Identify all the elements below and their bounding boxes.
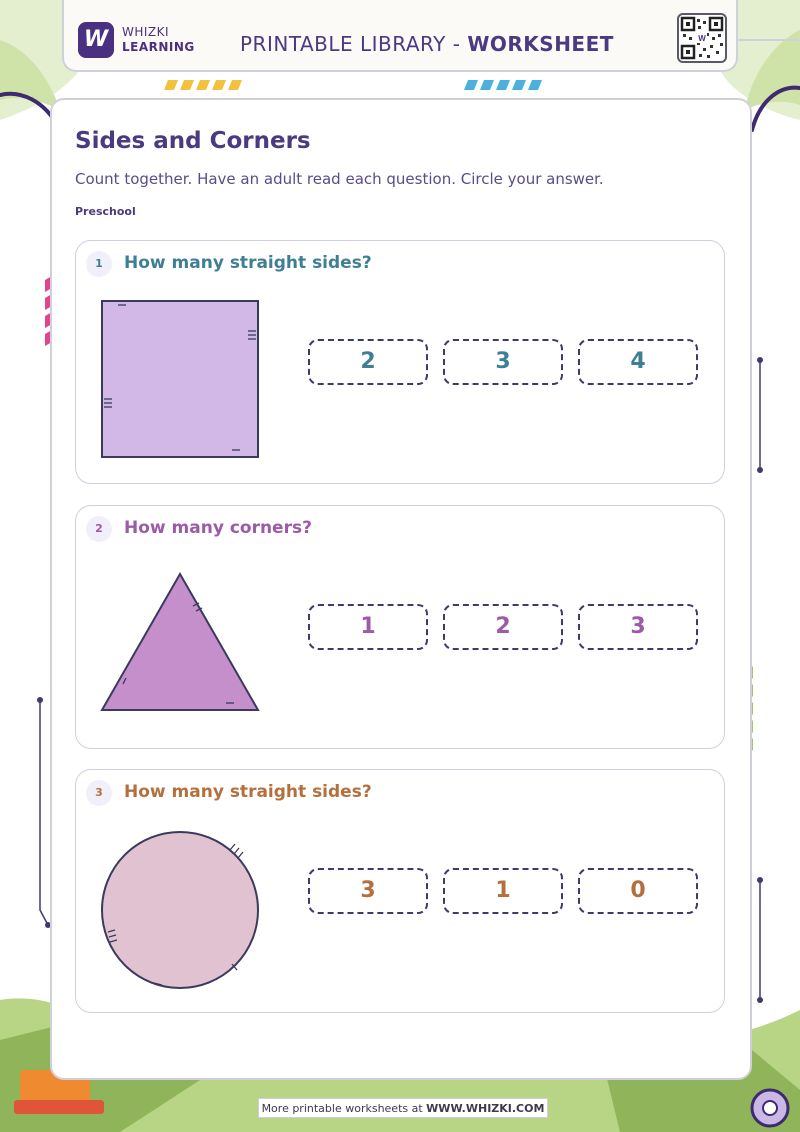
answer-option[interactable]: 3 xyxy=(308,868,428,914)
answer-option[interactable]: 0 xyxy=(578,868,698,914)
answer-option[interactable]: 1 xyxy=(443,868,563,914)
question-number: 1 xyxy=(86,251,112,277)
site-header xyxy=(62,0,738,72)
answer-option[interactable]: 2 xyxy=(308,339,428,385)
answer-option[interactable]: 3 xyxy=(443,339,563,385)
grade-level: Preschool xyxy=(75,205,136,218)
worksheet-instructions: Count together. Have an adult read each question. Circle your answer. xyxy=(75,170,604,188)
question-text: How many straight sides? xyxy=(124,253,372,273)
footer-text: More printable worksheets at xyxy=(261,1102,427,1115)
answer-option[interactable]: 3 xyxy=(578,604,698,650)
question-card-3 xyxy=(75,769,725,1013)
brand-line-2: LEARNING xyxy=(122,40,195,54)
footer-link[interactable]: WWW.WHIZKI.COM xyxy=(426,1102,545,1115)
header-title-bold: WORKSHEET xyxy=(467,32,614,56)
circle-shape xyxy=(98,828,262,992)
answer-option[interactable]: 1 xyxy=(308,604,428,650)
question-card-2 xyxy=(75,505,725,749)
header-title-prefix: PRINTABLE LIBRARY - xyxy=(240,32,468,56)
svg-text:W: W xyxy=(698,34,706,43)
question-text: How many corners? xyxy=(124,518,312,538)
question-text: How many straight sides? xyxy=(124,782,372,802)
qr-code-icon[interactable] xyxy=(677,13,727,63)
answer-option[interactable]: 2 xyxy=(443,604,563,650)
triangle-shape xyxy=(98,568,262,732)
square-shape xyxy=(98,297,262,461)
brand-line-1: WHIZKI xyxy=(122,25,170,39)
footer-banner xyxy=(258,1098,548,1118)
brand-name xyxy=(122,25,195,55)
header-title xyxy=(240,32,614,56)
worksheet-title: Sides and Corners xyxy=(75,128,311,154)
whizki-logo-icon[interactable]: W xyxy=(78,22,114,58)
question-number: 3 xyxy=(86,780,112,806)
answer-option[interactable]: 4 xyxy=(578,339,698,385)
question-number: 2 xyxy=(86,516,112,542)
question-card-1 xyxy=(75,240,725,484)
